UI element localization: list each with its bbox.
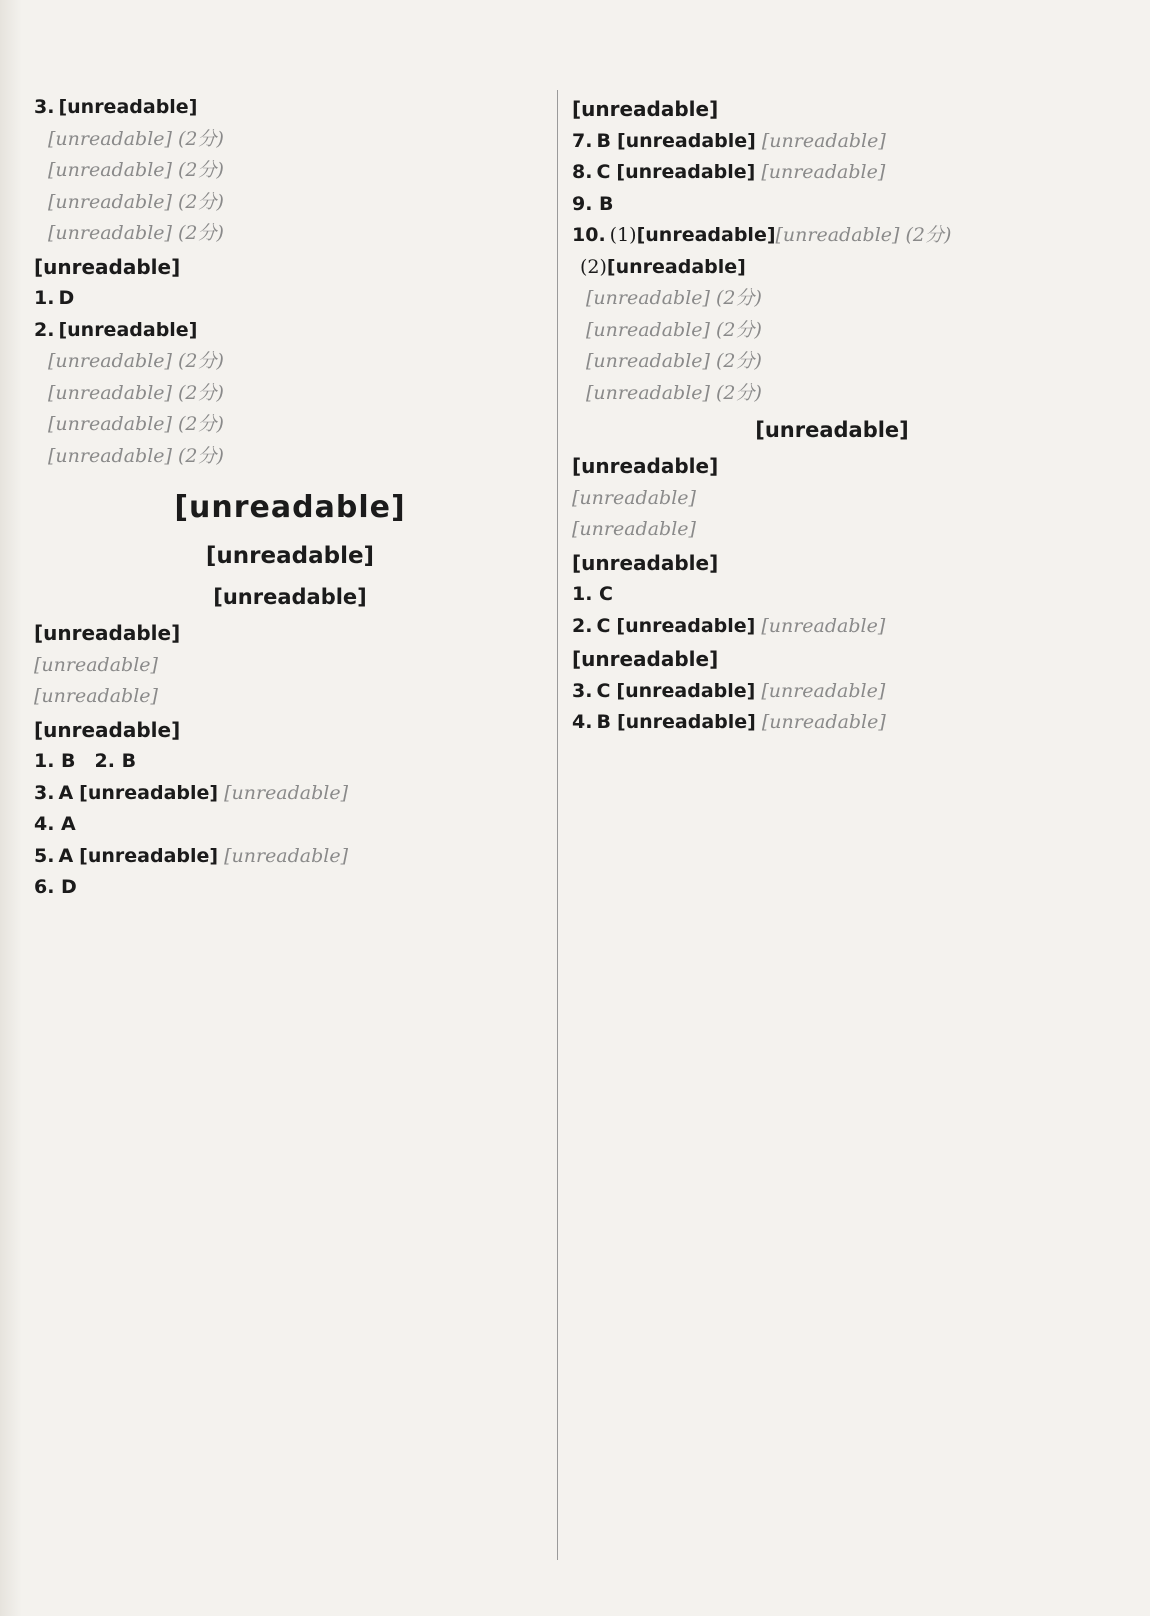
section-basic: [unreadable] bbox=[34, 717, 181, 742]
answer-label: [unreadable] bbox=[58, 318, 198, 341]
answer-point: [unreadable] (2分) bbox=[48, 127, 224, 150]
right-column bbox=[572, 92, 1092, 739]
knowledge-row: [unreadable] bbox=[572, 486, 696, 509]
question-7: 7. B [unreadable] [unreadable] bbox=[572, 129, 886, 152]
period-2-question-1: 1. C bbox=[572, 583, 613, 605]
analysis-tag: [unreadable] bbox=[616, 711, 756, 733]
analysis-tag: [unreadable] bbox=[616, 614, 756, 637]
answer-point: [unreadable] (2分) bbox=[586, 381, 762, 404]
left-column bbox=[34, 92, 546, 904]
period-2-title: [unreadable] bbox=[755, 418, 909, 442]
answer-point: [unreadable] (2分) bbox=[48, 444, 224, 467]
question-10-part-2: (2)[unreadable] bbox=[580, 255, 746, 278]
expo-question-2: 2. [unreadable] bbox=[34, 318, 198, 341]
period-title: [unreadable] bbox=[213, 585, 367, 609]
lesson-title: [unreadable] bbox=[205, 543, 375, 569]
basic-question-6: 6. D bbox=[34, 876, 77, 898]
answer-point: [unreadable] (2分) bbox=[586, 350, 762, 372]
knowledge-row: [unreadable] bbox=[34, 653, 158, 676]
knowledge-row: [unreadable] bbox=[572, 518, 696, 540]
answer-point: [unreadable] (2分) bbox=[48, 222, 224, 244]
section-basic: [unreadable] bbox=[572, 550, 719, 575]
question-9: 9. B bbox=[572, 192, 614, 215]
basic-question-5: 5. A [unreadable] [unreadable] bbox=[34, 844, 349, 867]
period-2-question-3: 3. C [unreadable] [unreadable] bbox=[572, 679, 886, 702]
question-3: 3. [unreadable] bbox=[34, 96, 198, 118]
analysis-tag: [unreadable] bbox=[616, 129, 756, 152]
section-improve: [unreadable] bbox=[572, 647, 719, 671]
basic-question-1-2: 1. B 2. B bbox=[34, 750, 137, 772]
unit-title: [unreadable] bbox=[174, 490, 406, 525]
answer-point: [unreadable] (2分) bbox=[48, 350, 224, 372]
analysis-tag: [unreadable] bbox=[79, 844, 219, 867]
section-expo-title: [unreadable] bbox=[34, 254, 181, 279]
answer-point: [unreadable] (2分) bbox=[586, 287, 762, 309]
period-2-question-4: 4. B [unreadable] [unreadable] bbox=[572, 711, 886, 733]
period-2-question-2: 2. C [unreadable] [unreadable] bbox=[572, 614, 886, 637]
analysis-tag: [unreadable] bbox=[616, 161, 756, 183]
answer-label: [unreadable] bbox=[606, 255, 746, 278]
section-improve: [unreadable] bbox=[572, 97, 719, 121]
column-divider bbox=[557, 90, 558, 1560]
expo-question-1: 1. D bbox=[34, 287, 75, 309]
basic-question-3: 3. A [unreadable] [unreadable] bbox=[34, 781, 349, 804]
section-knowledge: [unreadable] bbox=[572, 454, 719, 478]
answer-point: [unreadable] (2分) bbox=[48, 381, 224, 404]
question-8: 8. C [unreadable] [unreadable] bbox=[572, 161, 886, 183]
answer-point: [unreadable] (2分) bbox=[586, 318, 762, 341]
answer-point: [unreadable] (2分) bbox=[48, 190, 224, 213]
answer-label: [unreadable] bbox=[58, 96, 198, 118]
analysis-tag: [unreadable] bbox=[79, 781, 219, 804]
answer-point: [unreadable] (2分) bbox=[48, 413, 224, 435]
answer-point: [unreadable] (2分) bbox=[48, 159, 224, 181]
basic-question-4: 4. A bbox=[34, 813, 76, 835]
knowledge-row: [unreadable] bbox=[34, 685, 158, 707]
question-10-part-1: 10. (1)[unreadable][unreadable] (2分) bbox=[572, 224, 952, 246]
section-knowledge: [unreadable] bbox=[34, 621, 181, 645]
analysis-tag: [unreadable] bbox=[616, 679, 756, 702]
binding-margin bbox=[0, 0, 22, 1616]
answer-label: [unreadable] bbox=[636, 224, 776, 246]
